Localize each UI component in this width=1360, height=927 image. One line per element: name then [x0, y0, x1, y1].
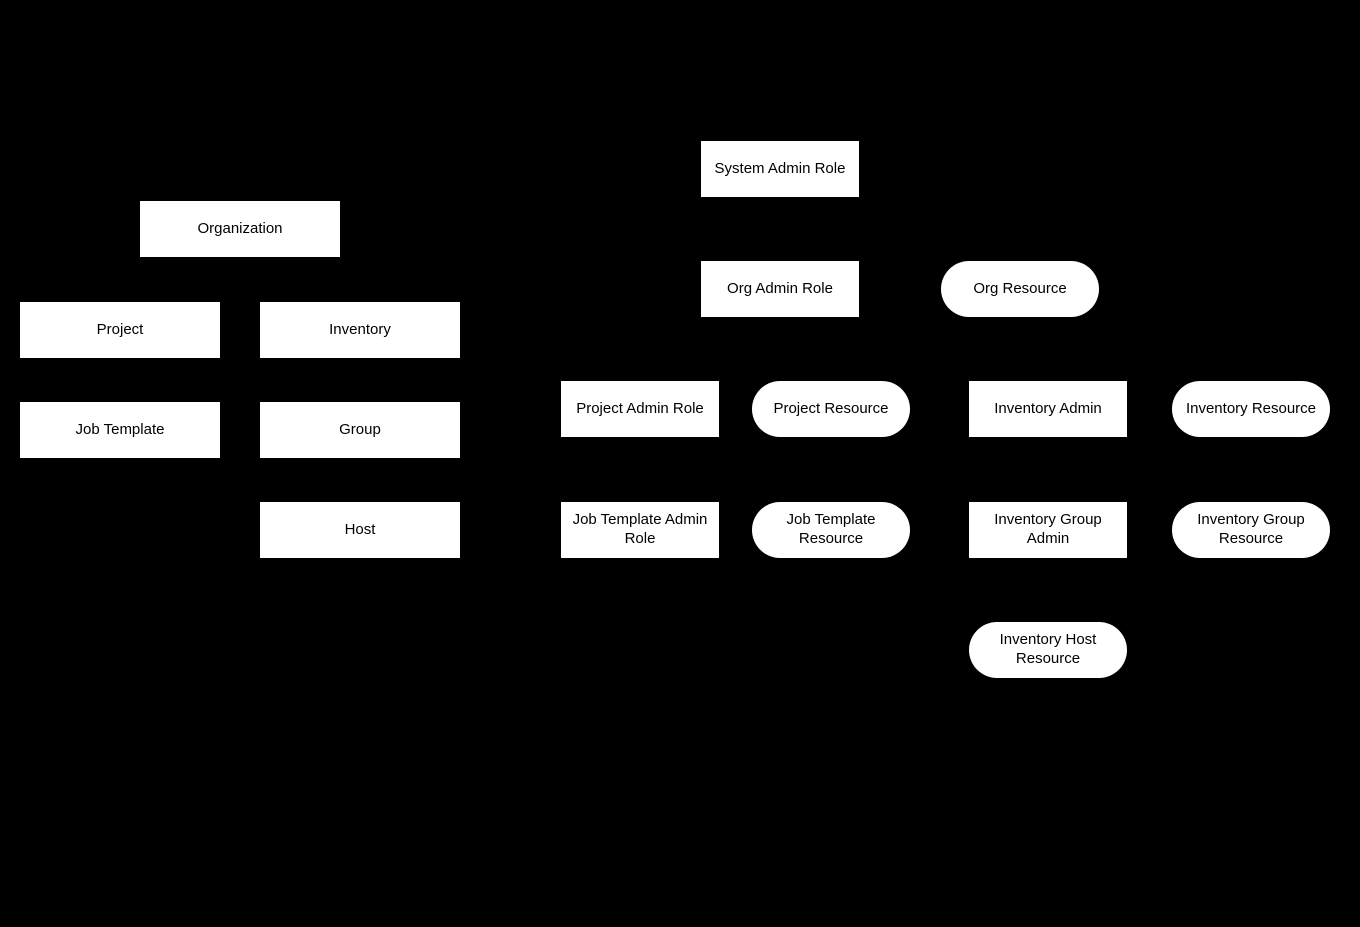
diagram-node[interactable]: Project Admin Role: [561, 381, 719, 437]
diagram-node[interactable]: Org Admin Role: [701, 261, 859, 317]
diagram-node[interactable]: Project Resource: [752, 381, 910, 437]
diagram-node[interactable]: Project: [20, 302, 220, 358]
diagram-node[interactable]: Host: [260, 502, 460, 558]
diagram-node[interactable]: Inventory: [260, 302, 460, 358]
diagram-node[interactable]: Inventory Host Resource: [969, 622, 1127, 678]
diagram-node[interactable]: Organization: [140, 201, 340, 257]
diagram-node[interactable]: Org Resource: [941, 261, 1099, 317]
diagram-node[interactable]: Inventory Resource: [1172, 381, 1330, 437]
diagram-node[interactable]: Inventory Group Admin: [969, 502, 1127, 558]
diagram-node[interactable]: Inventory Group Resource: [1172, 502, 1330, 558]
diagram-node[interactable]: Job Template Resource: [752, 502, 910, 558]
diagram-node[interactable]: System Admin Role: [701, 141, 859, 197]
diagram-node[interactable]: Group: [260, 402, 460, 458]
diagram-node[interactable]: Job Template: [20, 402, 220, 458]
diagram-node[interactable]: Inventory Admin: [969, 381, 1127, 437]
diagram-node[interactable]: Job Template Admin Role: [561, 502, 719, 558]
